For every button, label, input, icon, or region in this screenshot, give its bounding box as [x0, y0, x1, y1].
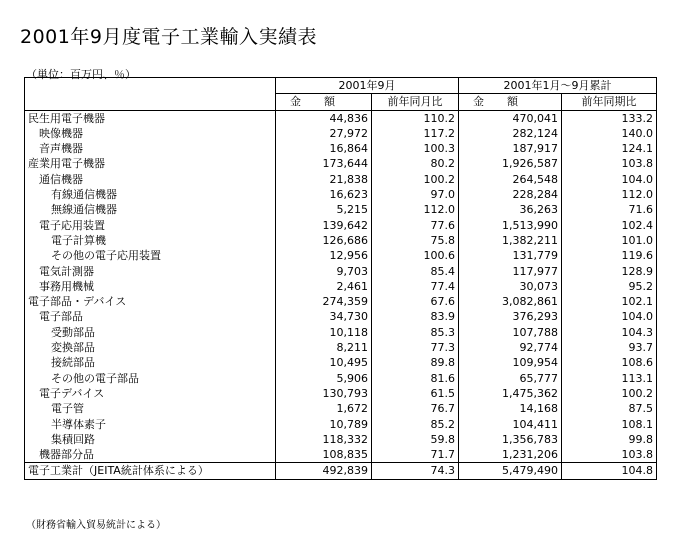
table-row — [25, 279, 657, 294]
table-row — [25, 126, 657, 141]
table-row — [25, 325, 657, 340]
header-yoy-month: 前年同月比 — [372, 94, 459, 110]
month-yoy: 75.8 — [372, 233, 459, 248]
header-yoy-cumulative: 前年同期比 — [562, 94, 657, 110]
month-yoy: 85.4 — [372, 264, 459, 279]
cumulative-yoy: 140.0 — [562, 126, 657, 141]
cumulative-amount: 376,293 — [459, 309, 562, 324]
month-yoy: 100.3 — [372, 141, 459, 156]
cumulative-yoy: 104.3 — [562, 325, 657, 340]
row-name: 電気計測器 — [25, 264, 276, 279]
cumulative-yoy: 119.6 — [562, 248, 657, 263]
cumulative-amount: 65,777 — [459, 371, 562, 386]
cumulative-yoy: 99.8 — [562, 432, 657, 447]
cumulative-yoy: 101.0 — [562, 233, 657, 248]
month-yoy: 112.0 — [372, 202, 459, 217]
header-blank — [25, 78, 276, 111]
month-yoy: 67.6 — [372, 294, 459, 309]
cumulative-amount: 117,977 — [459, 264, 562, 279]
month-amount: 21,838 — [276, 172, 372, 187]
table-row — [25, 340, 657, 355]
cumulative-amount: 30,073 — [459, 279, 562, 294]
cumulative-amount: 1,926,587 — [459, 156, 562, 171]
row-name: 電子管 — [25, 401, 276, 416]
month-yoy: 89.8 — [372, 355, 459, 370]
cumulative-amount: 282,124 — [459, 126, 562, 141]
row-name: 接続部品 — [25, 355, 276, 370]
page-title: 2001年9月度電子工業輸入実績表 — [20, 26, 317, 48]
month-amount: 10,495 — [276, 355, 372, 370]
cumulative-yoy: 104.0 — [562, 172, 657, 187]
month-yoy: 97.0 — [372, 187, 459, 202]
cumulative-amount: 1,513,990 — [459, 218, 562, 233]
row-name: 音声機器 — [25, 141, 276, 156]
cumulative-yoy: 108.1 — [562, 417, 657, 432]
unit-note: （単位：百万円、％） — [26, 68, 136, 81]
month-yoy: 83.9 — [372, 309, 459, 324]
row-name: 通信機器 — [25, 172, 276, 187]
month-amount: 44,836 — [276, 110, 372, 126]
row-name: 変換部品 — [25, 340, 276, 355]
row-name: 電子計算機 — [25, 233, 276, 248]
cumulative-yoy: 100.2 — [562, 386, 657, 401]
month-amount: 9,703 — [276, 264, 372, 279]
month-yoy: 85.2 — [372, 417, 459, 432]
month-yoy: 77.4 — [372, 279, 459, 294]
cumulative-yoy: 108.6 — [562, 355, 657, 370]
row-name: 映像機器 — [25, 126, 276, 141]
row-name: 有線通信機器 — [25, 187, 276, 202]
table-row — [25, 187, 657, 202]
month-yoy: 100.2 — [372, 172, 459, 187]
table-row — [25, 371, 657, 386]
table-row — [25, 141, 657, 156]
header-period-cumulative: 2001年1月～9月累計 — [459, 78, 657, 94]
cumulative-amount: 1,231,206 — [459, 447, 562, 463]
month-yoy: 80.2 — [372, 156, 459, 171]
row-name: 事務用機械 — [25, 279, 276, 294]
row-name: 無線通信機器 — [25, 202, 276, 217]
table-row — [25, 110, 657, 126]
row-name: 電子部品・デバイス — [25, 294, 276, 309]
total-cumulative-amount: 5,479,490 — [459, 463, 562, 479]
month-yoy: 117.2 — [372, 126, 459, 141]
cumulative-amount: 264,548 — [459, 172, 562, 187]
cumulative-amount: 92,774 — [459, 340, 562, 355]
month-amount: 5,215 — [276, 202, 372, 217]
month-amount: 16,864 — [276, 141, 372, 156]
table-row — [25, 447, 657, 463]
header-amount-cumulative: 金 額 — [459, 94, 562, 110]
month-yoy: 81.6 — [372, 371, 459, 386]
month-amount: 34,730 — [276, 309, 372, 324]
cumulative-yoy: 133.2 — [562, 110, 657, 126]
row-name: 半導体素子 — [25, 417, 276, 432]
table-row — [25, 264, 657, 279]
month-amount: 10,789 — [276, 417, 372, 432]
cumulative-amount: 1,475,362 — [459, 386, 562, 401]
table-row — [25, 202, 657, 217]
row-name: その他の電子部品 — [25, 371, 276, 386]
cumulative-amount: 109,954 — [459, 355, 562, 370]
table-row — [25, 309, 657, 324]
cumulative-yoy: 104.0 — [562, 309, 657, 324]
cumulative-yoy: 128.9 — [562, 264, 657, 279]
table-row — [25, 355, 657, 370]
month-amount: 130,793 — [276, 386, 372, 401]
row-name: 電子デバイス — [25, 386, 276, 401]
cumulative-yoy: 113.1 — [562, 371, 657, 386]
cumulative-yoy: 93.7 — [562, 340, 657, 355]
cumulative-amount: 107,788 — [459, 325, 562, 340]
month-amount: 12,956 — [276, 248, 372, 263]
cumulative-amount: 470,041 — [459, 110, 562, 126]
cumulative-amount: 36,263 — [459, 202, 562, 217]
row-name: 受動部品 — [25, 325, 276, 340]
cumulative-amount: 1,356,783 — [459, 432, 562, 447]
table-row — [25, 401, 657, 416]
cumulative-amount: 104,411 — [459, 417, 562, 432]
month-amount: 10,118 — [276, 325, 372, 340]
table-row — [25, 386, 657, 401]
month-yoy: 76.7 — [372, 401, 459, 416]
source-note: （財務省輸入貿易統計による） — [26, 520, 166, 531]
header-period-month: 2001年9月 — [276, 78, 459, 94]
cumulative-amount: 3,082,861 — [459, 294, 562, 309]
table-row — [25, 248, 657, 263]
total-cumulative-yoy: 104.8 — [562, 463, 657, 479]
month-amount: 5,906 — [276, 371, 372, 386]
table-body — [25, 110, 657, 479]
month-amount: 118,332 — [276, 432, 372, 447]
month-amount: 1,672 — [276, 401, 372, 416]
total-month-amount: 492,839 — [276, 463, 372, 479]
cumulative-yoy: 87.5 — [562, 401, 657, 416]
row-name: 電子応用装置 — [25, 218, 276, 233]
month-yoy: 77.3 — [372, 340, 459, 355]
month-yoy: 61.5 — [372, 386, 459, 401]
month-yoy: 100.6 — [372, 248, 459, 263]
month-yoy: 59.8 — [372, 432, 459, 447]
cumulative-yoy: 124.1 — [562, 141, 657, 156]
month-yoy: 85.3 — [372, 325, 459, 340]
cumulative-yoy: 102.4 — [562, 218, 657, 233]
month-amount: 173,644 — [276, 156, 372, 171]
table-row — [25, 156, 657, 171]
table-row — [25, 417, 657, 432]
month-amount: 108,835 — [276, 447, 372, 463]
cumulative-yoy: 103.8 — [562, 447, 657, 463]
cumulative-amount: 1,382,211 — [459, 233, 562, 248]
cumulative-amount: 228,284 — [459, 187, 562, 202]
month-yoy: 110.2 — [372, 110, 459, 126]
row-name: 電子部品 — [25, 309, 276, 324]
month-amount: 27,972 — [276, 126, 372, 141]
table-row — [25, 432, 657, 447]
cumulative-amount: 187,917 — [459, 141, 562, 156]
row-name: 民生用電子機器 — [25, 110, 276, 126]
cumulative-yoy: 103.8 — [562, 156, 657, 171]
row-name: 機器部分品 — [25, 447, 276, 463]
total-row-name: 電子工業計（JEITA統計体系による） — [25, 463, 276, 479]
table-row — [25, 172, 657, 187]
row-name: その他の電子応用装置 — [25, 248, 276, 263]
month-yoy: 77.6 — [372, 218, 459, 233]
cumulative-yoy: 102.1 — [562, 294, 657, 309]
row-name: 集積回路 — [25, 432, 276, 447]
table-row — [25, 294, 657, 309]
month-amount: 16,623 — [276, 187, 372, 202]
table-row — [25, 218, 657, 233]
month-amount: 126,686 — [276, 233, 372, 248]
import-table — [24, 77, 657, 480]
month-amount: 8,211 — [276, 340, 372, 355]
cumulative-yoy: 95.2 — [562, 279, 657, 294]
month-yoy: 71.7 — [372, 447, 459, 463]
cumulative-amount: 131,779 — [459, 248, 562, 263]
month-amount: 139,642 — [276, 218, 372, 233]
row-name: 産業用電子機器 — [25, 156, 276, 171]
total-row — [25, 463, 657, 479]
cumulative-amount: 14,168 — [459, 401, 562, 416]
month-amount: 274,359 — [276, 294, 372, 309]
table-row — [25, 233, 657, 248]
cumulative-yoy: 112.0 — [562, 187, 657, 202]
header-amount-month: 金 額 — [276, 94, 372, 110]
month-amount: 2,461 — [276, 279, 372, 294]
total-month-yoy: 74.3 — [372, 463, 459, 479]
cumulative-yoy: 71.6 — [562, 202, 657, 217]
